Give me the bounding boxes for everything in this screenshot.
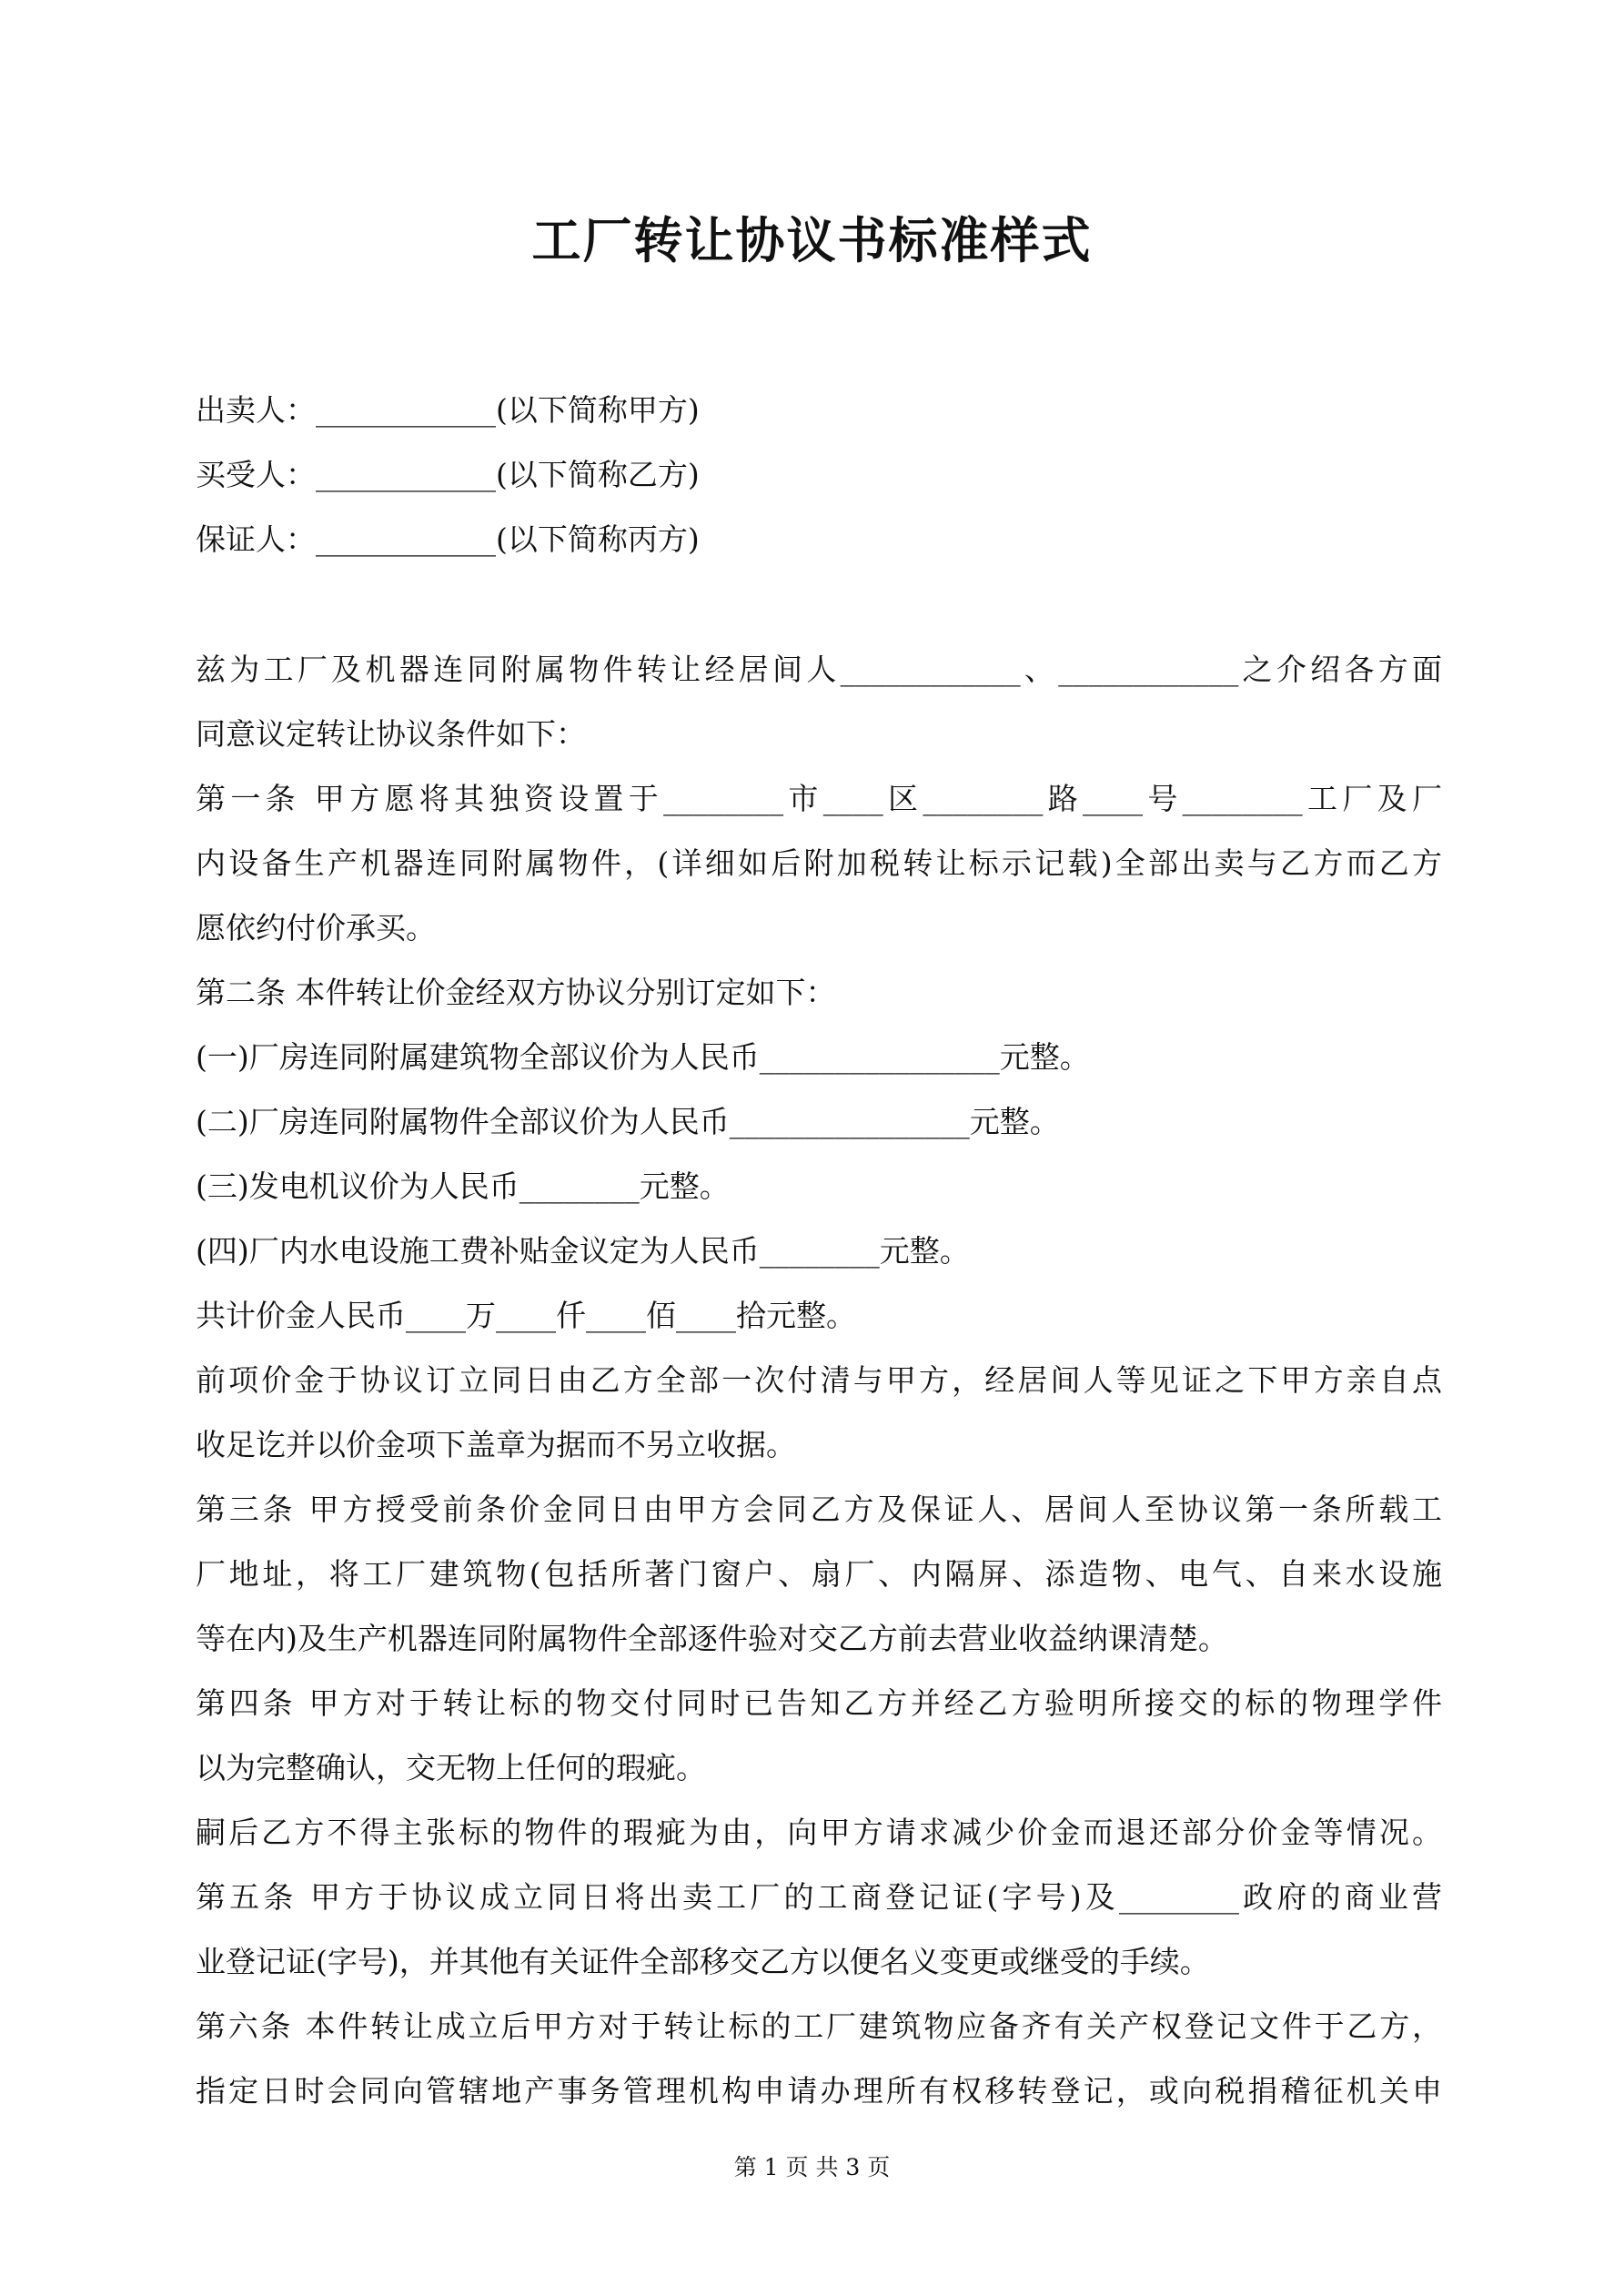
party-seller: 出卖人：____________(以下简称甲方) — [196, 392, 700, 428]
party-guarantor: 保证人：____________(以下简称丙方) — [196, 521, 700, 557]
body-line: 前项价金于协议订立同日由乙方全部一次付清与甲方，经居间人等见证之下甲方亲自点 — [196, 1362, 1442, 1398]
body-line: 同意议定转让协议条件如下： — [196, 716, 586, 752]
body-line: 第三条 甲方授受前条价金同日由甲方会同乙方及保证人、居间人至协议第一条所载工 — [196, 1492, 1442, 1527]
body-line: 第六条 本件转让成立后甲方对于转让标的工厂建筑物应备齐有关产权登记文件于乙方， — [196, 2008, 1442, 2044]
document-title: 工厂转让协议书标准样式 — [531, 211, 1093, 269]
body-line: 厂地址，将工厂建筑物(包括所著门窗户、扇厂、内隔屏、添造物、电气、自来水设施 — [196, 1556, 1442, 1592]
body-line: 内设备生产机器连同附属物件，(详细如后附加税转让标示记载)全部出卖与乙方而乙方 — [196, 845, 1442, 881]
body-line: 以为完整确认，交无物上任何的瑕疵。 — [196, 1750, 706, 1785]
body-line: (三)发电机议价为人民币________元整。 — [196, 1168, 730, 1204]
body-line: 愿依约付价承买。 — [196, 910, 436, 946]
body-line: 兹为工厂及机器连同附属物件转让经居间人____________、____________之介绍各方面 — [196, 652, 1442, 687]
body-line: 业登记证(字号)，并其他有关证件全部移交乙方以便名义变更或继受的手续。 — [196, 1944, 1210, 1979]
parties-section — [196, 378, 1442, 571]
body-line: 第一条 甲方愿将其独资设置于________市____区________路____号________工厂及厂 — [196, 781, 1442, 816]
body-line: (一)厂房连同附属建筑物全部议价为人民币________________元整。 — [196, 1039, 1090, 1075]
body-line: 嗣后乙方不得主张标的物件的瑕疵为由，向甲方请求减少价金而退还部分价金等情况。 — [196, 1815, 1442, 1850]
body-line: 第五条 甲方于协议成立同日将出卖工厂的工商登记证(字号)及________政府的商业营 — [196, 1879, 1442, 1915]
body-line: 指定日时会同向管辖地产事务管理机构申请办理所有权移转登记，或向税捐稽征机关申 — [196, 2073, 1442, 2109]
agreement-body — [196, 637, 1442, 2123]
body-line: (二)厂房连同附属物件全部议价为人民币________________元整。 — [196, 1104, 1060, 1139]
body-line: 第四条 甲方对于转让标的物交付同时已告知乙方并经乙方验明所接交的标的物理学件 — [196, 1685, 1442, 1721]
body-line: 等在内)及生产机器连同附属物件全部逐件验对交乙方前去营业收益纳课清楚。 — [196, 1621, 1228, 1656]
body-line: (四)厂内水电设施工费补贴金议定为人民币________元整。 — [196, 1233, 970, 1269]
body-line: 收足讫并以价金项下盖章为据而不另立收据。 — [196, 1427, 796, 1462]
body-line: 共计价金人民币____万____仟____佰____拾元整。 — [196, 1298, 856, 1333]
page-footer: 第 1 页 共 3 页 — [733, 2154, 891, 2180]
body-line: 第二条 本件转让价金经双方协议分别订定如下： — [196, 975, 836, 1010]
party-buyer: 买受人：____________(以下简称乙方) — [196, 457, 700, 492]
